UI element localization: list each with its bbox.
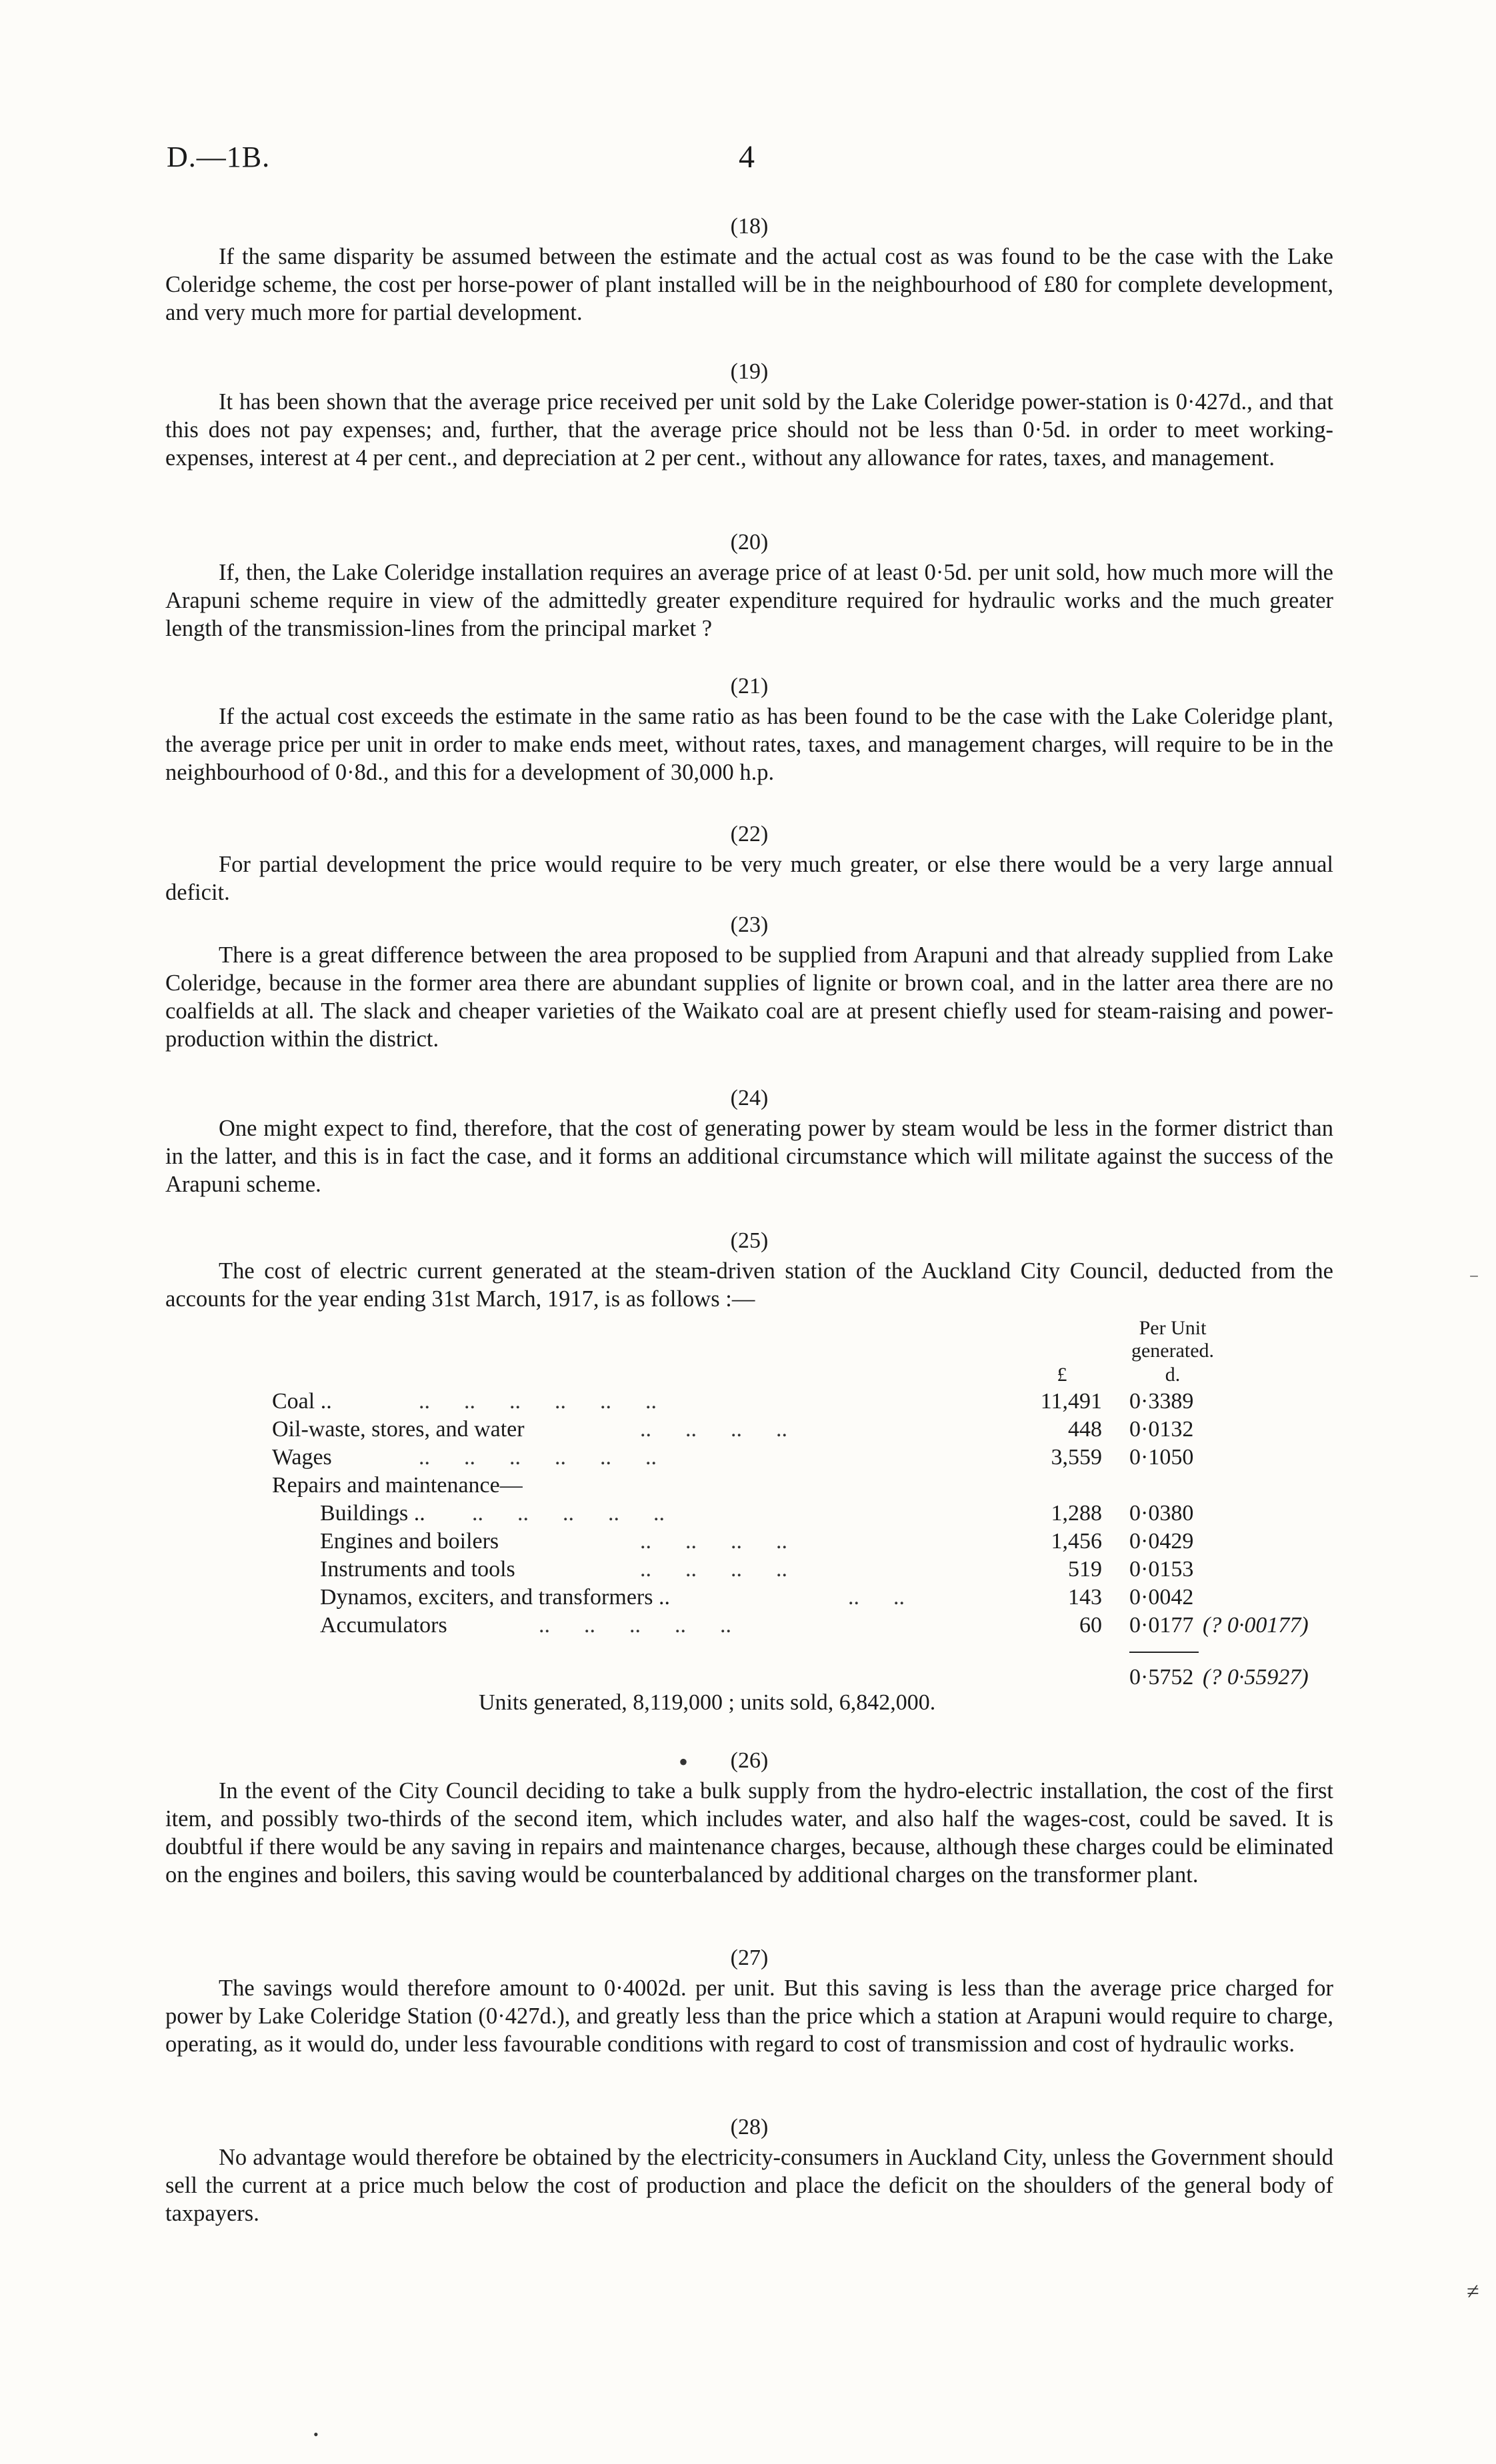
cost-table [165,1317,1339,1717]
section-number: (25) [730,1228,769,1253]
row-per-unit: 0·0429 [1129,1529,1194,1554]
section-number: (23) [730,912,769,937]
section-paragraph: In the event of the City Council deciding to take a bulk supply from the hydro-electric installation, the cost of the first item, and possibly two-thirds of the second item, which includes water, and also half the wages-cost, could be saved. It is doubtful if there would be any saving in repairs and maintenance charges, because, although these charges could be eliminated on the engines and boilers, this saving would be counterbalanced by additional charges on the transformer plant. [165,1778,1333,1887]
row-amount: 448 [1068,1417,1102,1442]
leader-dots: .. .. .. .. .. .. [419,1389,657,1414]
leader-dots: .. .. .. .. [640,1417,787,1442]
leader-dots: .. .. [848,1585,905,1610]
row-amount: 60 [1079,1613,1102,1638]
table-row [165,1556,1339,1584]
row-per-unit: 0·1050 [1129,1445,1194,1470]
section-20 [165,527,1333,642]
table-row [165,1388,1339,1416]
row-label: Repairs and maintenance— [272,1473,523,1498]
section-23 [165,909,1333,1053]
leader-dots: .. .. .. .. .. [539,1613,731,1638]
section-19 [165,356,1333,472]
units-summary-line: Units generated, 8,119,000 ; units sold, 6,842,000. [479,1690,936,1715]
row-amount: 143 [1068,1585,1102,1610]
margin-mark: ‾ [1471,1274,1477,1296]
row-label: Engines and boilers [320,1529,499,1554]
section-number: (19) [730,359,769,384]
row-correction-note: (? 0·00177) [1203,1613,1309,1638]
section-paragraph: There is a great difference between the area proposed to be supplied from Arapuni and that already supplied from Lake Coleridge, because in the former area there are abundant supplies of lignite or brown coal, and in the latter area there are no coalfields at all. The slack and cheaper varieties of the Waikato coal are at present chiefly used for steam-raising and power-production within the district. [165,942,1333,1052]
row-per-unit: 0·0153 [1129,1557,1194,1582]
section-paragraph: It has been shown that the average price received per unit sold by the Lake Coleridge power-station is 0·427d., and that this does not pay expenses; and, further, that the average price should not be less than 0·5d. in order to meet working-expenses, interest at 4 per cent., and depreciation at 2 per cent., without any allowance for rates, taxes, and management. [165,389,1333,471]
row-amount: 3,559 [1051,1445,1102,1470]
total-rule [1129,1652,1199,1653]
table-row [165,1416,1339,1444]
row-label: Wages [272,1445,332,1470]
row-label: Coal .. [272,1389,332,1414]
stray-dot-mark: • [679,1747,689,1777]
row-per-unit: 0·0380 [1129,1501,1194,1526]
section-number: (22) [730,822,769,846]
row-per-unit: 0·0132 [1129,1417,1194,1442]
column-header-pence: d. [1165,1364,1181,1386]
section-paragraph: If the same disparity be assumed between the estimate and the actual cost as was found to be the case with the Lake Coleridge scheme, the cost per horse-power of plant installed will be in the neighbourhood of £80 for complete development, and very much more for partial development. [165,244,1333,325]
table-row [165,1500,1339,1528]
leader-dots: .. .. .. .. [640,1529,787,1554]
section-21 [165,670,1333,786]
row-amount: 1,288 [1051,1501,1102,1526]
row-label: Instruments and tools [320,1557,515,1582]
table-row [165,1444,1339,1472]
section-paragraph: If, then, the Lake Coleridge installation requires an average price of at least 0·5d. per unit sold, how much more will the Arapuni scheme require in view of the admittedly greater expenditure required for hydraulic works and the much greater length of the transmission-lines from the principal market ? [165,560,1333,641]
row-per-unit: 0·0042 [1129,1585,1194,1610]
leader-dots: .. .. .. .. .. [472,1501,665,1526]
row-per-unit: 0·3389 [1129,1389,1194,1414]
section-27 [165,1942,1333,2058]
stray-dot-mark: • [313,2426,319,2443]
section-25 [165,1225,1333,1313]
section-paragraph: No advantage would therefore be obtained by the electricity-consumers in Auckland City, unless the Government should sell the current at a price much below the cost of production and place the deficit on the shoulders of the general body of taxpayers. [165,2145,1333,2226]
document-series-code: D.—1B. [167,141,271,173]
margin-mark: ≠ [1467,2279,1479,2304]
row-per-unit: 0·0177 [1129,1613,1194,1638]
table-row [165,1584,1339,1612]
row-label: Buildings .. [320,1501,425,1526]
table-row [165,1528,1339,1556]
section-22 [165,818,1333,906]
table-row [165,1472,1339,1500]
section-number: (18) [730,214,769,239]
row-amount: 11,491 [1040,1389,1102,1414]
row-label: Dynamos, exciters, and transformers .. [320,1585,670,1610]
column-header-per-unit-line2: generated. [1131,1340,1215,1362]
section-24 [165,1082,1333,1198]
column-header-per-unit-line1: Per Unit [1139,1317,1207,1339]
section-number: (21) [730,674,769,698]
table-row [165,1612,1339,1640]
section-18 [165,211,1333,327]
row-label: Oil-waste, stores, and water [272,1417,525,1442]
row-amount: 1,456 [1051,1529,1102,1554]
row-label: Accumulators [320,1613,447,1638]
section-paragraph: If the actual cost exceeds the estimate in the same ratio as has been found to be the case with the Lake Coleridge plant, the average price per unit in order to make ends meet, without rates, taxes, and management charges, will require to be in the neighbourhood of 0·8d., and this for a development of 30,000 h.p. [165,704,1333,785]
section-number: (28) [730,2115,769,2139]
table-total-row [165,1664,1339,1692]
section-paragraph: One might expect to find, therefore, that the cost of generating power by steam would be less in the former district than in the latter, and this is in fact the case, and it forms an additional circumstance which will militate against the success of the Arapuni scheme. [165,1116,1333,1197]
page-number: 4 [739,139,755,175]
section-paragraph: For partial development the price would require to be very much greater, or else there would be a very large annual deficit. [165,852,1333,905]
leader-dots: .. .. .. .. .. .. [419,1445,657,1470]
section-number: (24) [730,1086,769,1110]
row-amount: 519 [1068,1557,1102,1582]
section-28 [165,2111,1333,2227]
section-26 [165,1745,1333,1889]
leader-dots: .. .. .. .. [640,1557,787,1582]
section-number: (27) [730,1945,769,1970]
section-number: (20) [730,530,769,555]
total-correction-note: (? 0·55927) [1203,1665,1309,1690]
section-paragraph: The savings would therefore amount to 0·4002d. per unit. But this saving is less than the average price charged for power by Lake Coleridge Station (0·427d.), and greatly less than the price which a station at Arapuni would require to charge, operating, as it would do, under less favourable conditions with regard to cost of transmission and cost of hydraulic works. [165,1975,1333,2057]
section-paragraph: The cost of electric current generated at the steam-driven station of the Auckland City Council, deducted from the accounts for the year ending 31st March, 1917, is as follows :— [165,1258,1333,1312]
total-per-unit: 0·5752 [1129,1665,1194,1690]
column-header-pounds: £ [1057,1364,1067,1386]
section-number: (26) [730,1748,769,1773]
